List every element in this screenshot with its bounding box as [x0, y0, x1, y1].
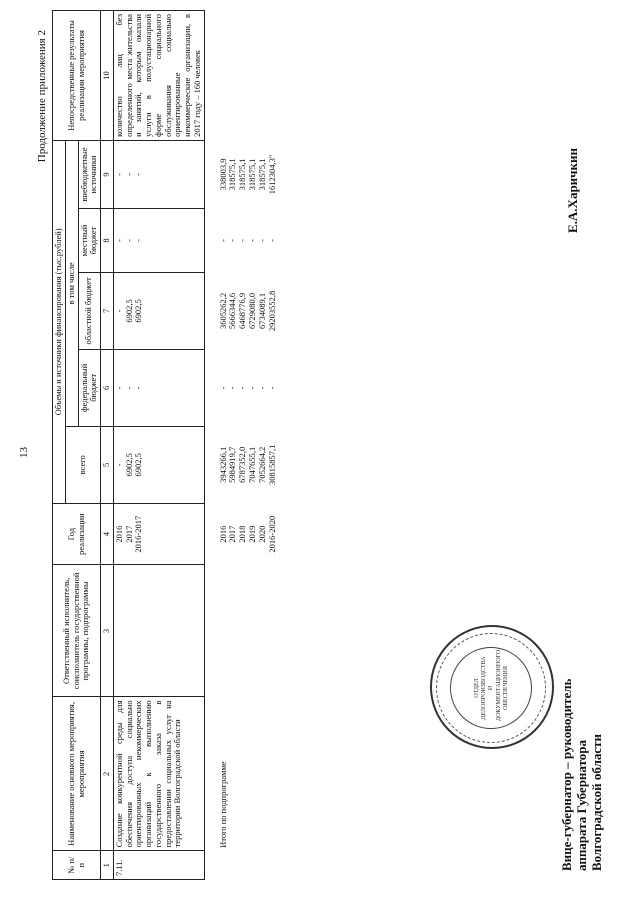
header-results: Непосредственные результаты реализации мероприятия: [53, 11, 101, 141]
header-finance: Объемы и источники финансирования (тыс.рублей): [53, 140, 66, 503]
header-extra: внебюджетные источники: [78, 140, 101, 208]
signatory-name: Е.А.Харичкин: [565, 148, 580, 233]
col-number: 9: [101, 140, 114, 208]
page-number: 13: [18, 447, 30, 458]
col-number: 6: [101, 349, 114, 426]
row-local: - - -: [113, 209, 204, 273]
continuation-label: Продолжение приложения 2: [36, 30, 48, 163]
table-row: [113, 11, 204, 880]
position-line: Вице-губернатор – руководитель: [559, 678, 574, 871]
header-name: Наименование основного мероприятия, мероприятия: [53, 697, 101, 851]
col-number: 1: [101, 851, 114, 880]
header-executor: Ответственный исполнитель, соисполнитель государственной программы, подпрограммы: [53, 565, 101, 697]
header-incl: в том числе: [65, 140, 78, 426]
total-years: 2016 2017 2018 2019 2020 2016-2020: [217, 515, 277, 553]
total-regional: 3605262,2 5666344,6 6468776,9 6729080,0 6734089,1 29203552,8: [217, 290, 277, 332]
total-sum: 3943266,1 5984919,7 6787352,0 7047655,1 7052664,2 30815857,1: [217, 444, 277, 486]
position-line: Волгоградской области: [588, 733, 604, 871]
table-row-total: [204, 11, 278, 880]
row-years: 2016 2017 2016-2017: [113, 503, 204, 565]
header-total: всего: [65, 426, 100, 503]
row-regional: - 6902,5 6902,5: [113, 272, 204, 349]
col-number: 5: [101, 426, 114, 503]
col-number: 7: [101, 272, 114, 349]
col-number: 4: [101, 503, 114, 565]
row-results: количество лиц без определенного места жительства и занятий, которым оказали услуги в полустационарной форме социального обслуживания социально ориентированные некоммерческие организации, в 2017 году – 160 человек: [113, 11, 204, 141]
stamp-text: ОТДЕЛ ДЕЛОПРОИЗВОДСТВА И ДОКУМЕНТАЦИОННОГО ОБЕСПЕЧЕНИЯ: [474, 649, 509, 721]
row-federal: - - -: [113, 349, 204, 426]
header-year: Год реализации: [53, 503, 101, 565]
column-number-row: [101, 11, 114, 880]
header-federal: федеральный бюджет: [78, 349, 101, 426]
row-num: 7.11.: [113, 851, 204, 880]
total-label: Итого по подпрограмме: [217, 761, 228, 848]
col-number: 3: [101, 565, 114, 697]
row-name: Создание конкурентной среды для обеспечения доступа социально ориентированных некоммерческих организаций к выполнению государственного заказа в предоставлении социальных услуг на территории Волгоградской области: [113, 697, 204, 851]
signatory-position: [560, 679, 605, 871]
program-table: [52, 10, 278, 880]
col-number: 8: [101, 209, 114, 273]
col-number: 2: [101, 697, 114, 851]
row-executor: [113, 565, 204, 697]
header-num: № п/п: [53, 851, 101, 880]
total-extra: 338003,9 318575,1 318575,1 318575,1 318575,1 1612304,3": [217, 154, 277, 195]
header-regional: областной бюджет: [78, 272, 101, 349]
total-federal: - - - - - -: [217, 386, 277, 390]
position-line: аппарата Губернатора: [573, 739, 589, 871]
official-stamp: [430, 625, 554, 749]
row-total: - 6902,5 6902,5: [113, 426, 204, 503]
header-local: местный бюджет: [78, 209, 101, 273]
total-local: - - - - - -: [217, 239, 277, 242]
row-extra: - - -: [113, 140, 204, 208]
col-number: 10: [101, 11, 114, 141]
